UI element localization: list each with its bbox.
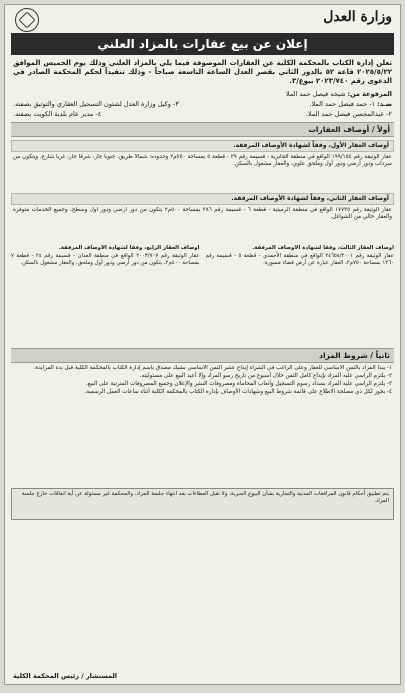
footer-note: يتم تطبيق أحكام قانون المرافعات المدنية والتجارية بشأن البيوع الجبرية، ولا تقبل العطاءات بعد انتهاء جلسة المزاد، والمحكمة غير مسئولة عن أية اتفاقات خارج جلسة المزاد.: [11, 488, 394, 520]
defendant-3: ٣- وكيل وزارة العدل لشئون التسجيل العقاري والتوثيق بصفته.: [13, 100, 179, 108]
plaintiff-name: شيخه فيصل حمد الملا: [285, 90, 346, 98]
property-1-description: عقار الوثيقة رقم ١٩٩/١٥٤ الواقع في منطقة الجابرية - قسيمة رقم ٢٩ - قطعة ٥ بمساحة ٧٥٠م٢ وحدوده: شمالاً طريق، جنوباً جار، شرقاً جار، غرباً شارع، ويتكون من سرداب ودور أرضي ودور أول وملحق علوي، والعقار مشغول بالسكن.: [13, 154, 392, 167]
defendant-2: ٢- عبدالمحسن فيصل حمد الملا.: [305, 110, 392, 118]
property-2-description: عقار الوثيقة رقم ١٧٧٣٥ الواقع في منطقة الرميثية - قطعة ٦ - قسيمة رقم ٣٨٦ بمساحة ٥٠٠م٢ يتكون من دور أرضي ودور أول وسطح، وجميع الخدمات متوفرة والعقار خالي من الشواغل.: [13, 207, 392, 220]
announcement-page: [4, 4, 401, 685]
intro-paragraph: تعلن إدارة الكتاب بالمحكمة الكلية عن العقارات الموصوفة فيما يلي بالمزاد العلني وذلك يوم الخميس الموافق ٢٠٢٥/٥/٢٢ قاعة ٥٢ بالدور الثاني بقصر العدل الساعة التاسعة صباحاً - وذلك تنفيذاً لحكم المحكمة الصادر في الدعوى رقم ٢٠٢٣/٧٤٠ بيوع/٣.: [13, 59, 392, 85]
term-3: ٣- يلتزم الراسي عليه المزاد بسداد رسوم التسجيل وأتعاب المحاماة ومصروفات النشر والإعلان وجميع المصروفات المترتبة على البيع.: [85, 381, 392, 387]
plaintiff-row: [13, 89, 392, 99]
term-1: ١- يبدأ المزاد بالثمن الأساسي للعقار وعلى الراغب في الشراء إيداع عشر الثمن الأساسي بشيك مصدق باسم إدارة الكتاب بالمحكمة الكلية قبل بدء المزايدة.: [33, 365, 392, 371]
header: [5, 5, 400, 33]
auction-terms: [13, 365, 392, 485]
against-label: ضـد:: [377, 100, 392, 108]
section-terms-heading: ثانياً / شروط المزاد: [11, 348, 394, 363]
section-properties-heading: أولاً / أوصاف العقارات: [11, 122, 394, 137]
defendants-row-2: [13, 109, 392, 119]
property-3-column: [206, 245, 395, 345]
defendant-1: ١- حمد فيصل حمد الملا.: [309, 100, 376, 108]
defendants-row-1: [13, 99, 392, 109]
property-3-heading: أوصاف العقار الثالث، وفقاً لشهادة الأوصاف المرفقة.: [252, 245, 394, 251]
case-parties: [13, 89, 392, 119]
properties-3-4: [11, 245, 394, 345]
property-4-heading: أوصاف العقار الرابع، وفقاً لشهادة الأوصاف المرفقة.: [58, 245, 200, 251]
announcement-title: إعلان عن بيع عقارات بالمزاد العلني: [11, 33, 394, 55]
ministry-name: وزارة العدل: [323, 9, 392, 25]
property-4-column: [11, 245, 200, 345]
plaintiff-label: المرفوعة من:: [347, 90, 392, 98]
signature: المستشار / رئيس المحكمة الكلية: [13, 672, 118, 680]
property-1-heading: أوصاف العقار الأول، وفقاً لشهادة الأوصاف المرفقة.: [11, 140, 394, 152]
property-3-description: عقار الوثيقة رقم ٢٤٦٥٤/٢٠٠١ الواقع في منطقة الأحمدي - قطعة ٥ - قسيمة رقم ١٢٦٠ بمساحة ٧٥٠م٢، العقار عبارة عن أرض فضاء مسورة.: [205, 252, 394, 266]
term-2: ٢- يلتزم الراسي عليه المزاد بإيداع كامل الثمن خلال أسبوع من تاريخ رسو المزاد وإلا أعيد البيع على مسئوليته.: [139, 373, 392, 379]
property-4-description: عقار الوثيقة رقم ٢٠٠٣/٧٠٧ الواقع في منطقة العدان - قسيمة رقم ٢٤ - قطعة ٧ بمساحة ٤٠٠م٢، يتكون من دور أرضي ودور أول وملحق، والعقار مشغول بالسكن.: [11, 252, 200, 266]
property-2-heading: أوصاف العقار الثاني، وفقاً لشهادة الأوصاف المرفقة.: [11, 193, 394, 205]
term-4: ٤- يجوز لكل ذي مصلحة الاطلاع على قائمة شروط البيع وشهادات الأوصاف بإدارة الكتاب بالمحكمة الكلية أثناء ساعات العمل الرسمية.: [84, 389, 392, 395]
defendant-4: ٤- مدير عام بلدية الكويت بصفته.: [13, 110, 102, 118]
kuwait-emblem-icon: [15, 8, 39, 32]
